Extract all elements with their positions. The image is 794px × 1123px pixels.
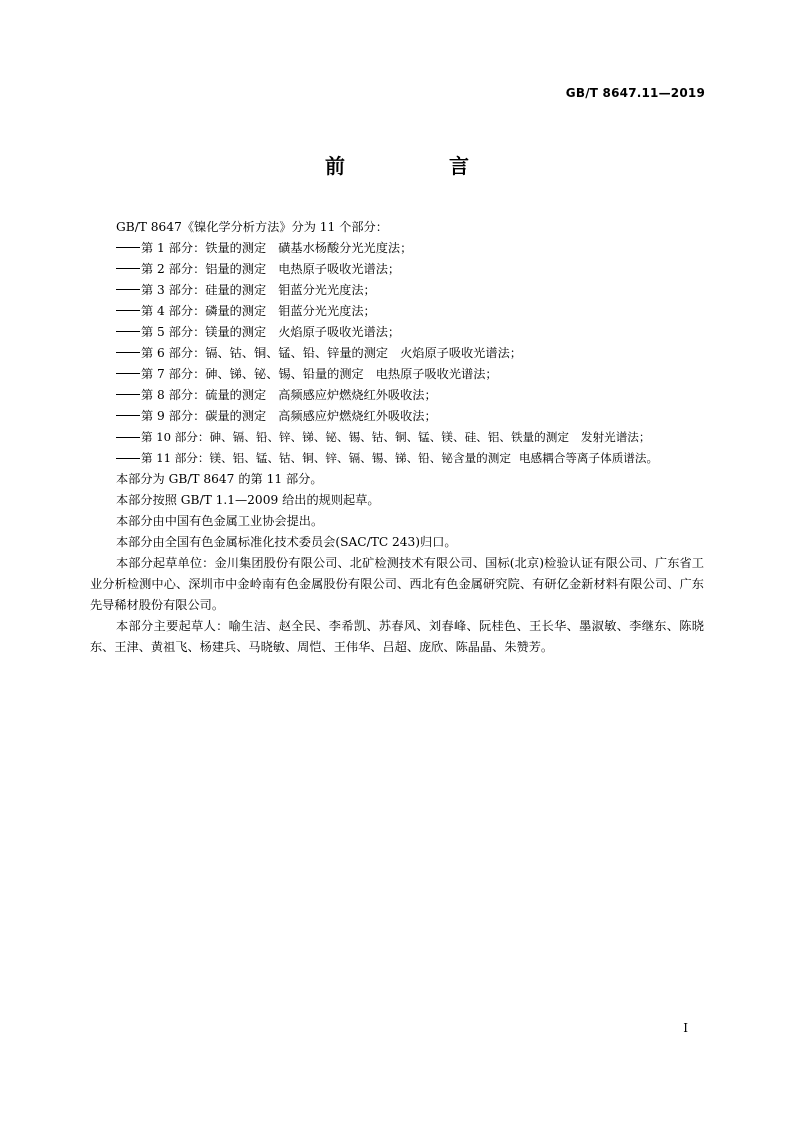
part-method: 钼蓝分光光度法； <box>278 304 376 318</box>
em-dash <box>116 289 140 290</box>
part-method: 电热原子吸收光谱法； <box>375 367 498 381</box>
em-dash <box>116 415 140 416</box>
em-dash <box>116 247 140 248</box>
part-label: 第 10 部分：砷、镉、铅、锌、锑、铋、锡、钴、铜、锰、镁、硅、铝、铁量的测定 <box>141 430 569 444</box>
part-item <box>90 448 704 469</box>
page-number: I <box>683 1021 688 1035</box>
paragraph: 本部分由中国有色金属工业协会提出。 <box>116 514 324 528</box>
em-dash <box>116 373 140 374</box>
intro-line: GB/T 8647《镍化学分析方法》分为 11 个部分： <box>116 220 388 234</box>
part-item <box>90 322 704 343</box>
foreword-body <box>90 217 704 658</box>
part-method: 高频感应炉燃烧红外吸收法； <box>278 409 437 423</box>
em-dash <box>116 352 140 353</box>
part-method: 火焰原子吸收光谱法； <box>278 325 401 339</box>
part-method: 钼蓝分光光度法； <box>278 283 376 297</box>
drafting-units-paragraph: 本部分起草单位：金川集团股份有限公司、北矿检测技术有限公司、国标(北京)检验认证有限公司、广东省工业分析检测中心、深圳市中金岭南有色金属股份有限公司、西北有色金属研究院、有研亿金新材料有限公司、广东先导稀材股份有限公司。 <box>90 556 704 612</box>
em-dash <box>116 331 140 332</box>
part-label: 第 5 部分：镁量的测定 <box>141 325 267 339</box>
part-item <box>90 238 704 259</box>
part-method: 高频感应炉燃烧红外吸收法； <box>278 388 437 402</box>
part-label: 第 8 部分：硫量的测定 <box>141 388 267 402</box>
part-label: 第 3 部分：硅量的测定 <box>141 283 267 297</box>
part-item <box>90 301 704 322</box>
part-label: 第 6 部分：镉、钴、铜、锰、铅、锌量的测定 <box>141 346 389 360</box>
em-dash <box>116 458 140 459</box>
part-method: 发射光谱法； <box>580 430 651 444</box>
part-item <box>90 385 704 406</box>
em-dash <box>116 437 140 438</box>
part-label: 第 4 部分：磷量的测定 <box>141 304 267 318</box>
part-item <box>90 343 704 364</box>
drafters-paragraph: 本部分主要起草人：喻生洁、赵全民、李希凯、苏春风、刘春峰、阮桂色、王长华、墨淑敏、李继东、陈晓东、王津、黄祖飞、杨建兵、马晓敏、周恺、王伟华、吕超、庞欣、陈晶晶、朱赞芳。 <box>90 619 704 654</box>
em-dash <box>116 394 140 395</box>
part-method: 磺基水杨酸分光光度法； <box>278 241 413 255</box>
part-item <box>90 280 704 301</box>
em-dash <box>116 310 140 311</box>
page-title: 前 言 <box>325 154 511 178</box>
part-method: 火焰原子吸收光谱法； <box>400 346 522 360</box>
paragraph: 本部分按照 GB/T 1.1—2009 给出的规则起草。 <box>116 493 380 507</box>
standard-code: GB/T 8647.11—2019 <box>565 86 705 100</box>
part-label: 第 2 部分：铝量的测定 <box>141 262 267 276</box>
part-item <box>90 259 704 280</box>
em-dash <box>116 268 140 269</box>
part-item <box>90 406 704 427</box>
part-method: 电感耦合等离子体质谱法。 <box>518 451 659 465</box>
part-item <box>90 427 704 448</box>
part-item <box>90 364 704 385</box>
paragraph: 本部分由全国有色金属标准化技术委员会(SAC/TC 243)归口。 <box>116 535 457 549</box>
part-label: 第 11 部分：镁、铝、锰、钴、铜、锌、镉、锡、锑、铅、铋含量的测定 <box>141 451 511 465</box>
part-label: 第 7 部分：砷、锑、铋、锡、铅量的测定 <box>141 367 364 381</box>
part-label: 第 1 部分：铁量的测定 <box>141 241 267 255</box>
paragraph: 本部分为 GB/T 8647 的第 11 部分。 <box>116 472 323 486</box>
part-method: 电热原子吸收光谱法； <box>278 262 401 276</box>
part-label: 第 9 部分：碳量的测定 <box>141 409 267 423</box>
